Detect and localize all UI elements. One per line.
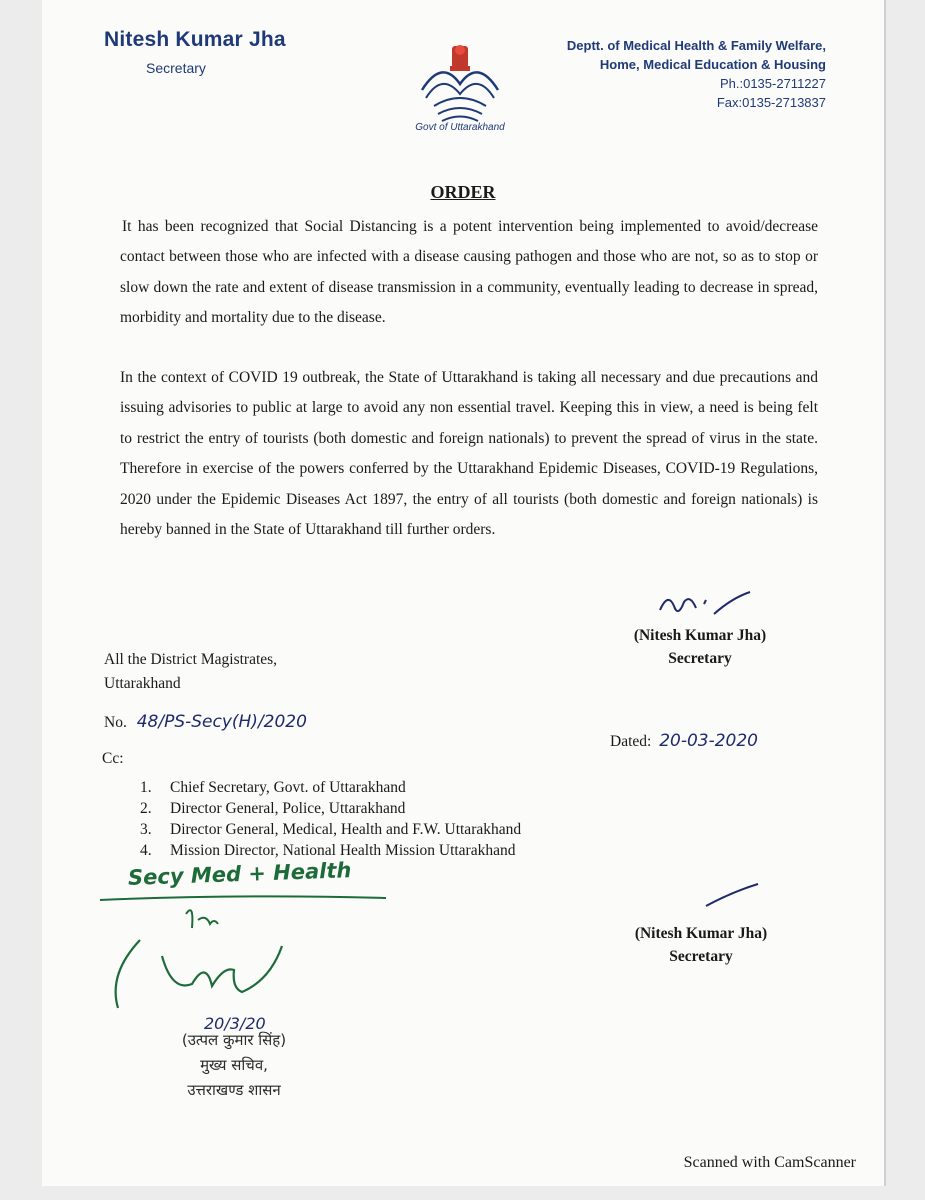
hindi-stamp-designation: मुख्य सचिव, [200,1056,268,1074]
signatory-title: Secretary [668,650,732,667]
fax-number: Fax:0135-2713837 [716,95,826,110]
handwritten-signature-mark [654,588,754,624]
dated-value: 20-03-2020 [659,731,758,751]
sender-name: Nitesh Kumar Jha [104,28,286,51]
logo-caption: Govt of Uttarakhand [415,122,505,133]
reference-prefix: No. [104,714,127,731]
dated-label: Dated: [610,733,652,750]
signature-block-1 [600,624,800,670]
reference-number [104,712,307,732]
list-item: 1. Chief Secretary, Govt. of Uttarakhand [140,779,406,796]
department-line-2: Home, Medical Education & Housing [599,57,826,72]
order-paragraph-1: It has been recognized that Social Distancing is a potent intervention being implemented to avoid/decrease contact between those who are infected with a disease causing pathogen and those who are not, so as to stop or slow down the rate and extent of disease transmission in a community, eventually leading to decrease in spread, morbidity and mortality due to the disease. [120,218,818,327]
department-block [567,36,826,112]
order-title: ORDER [430,182,496,202]
signatory-name: (Nitesh Kumar Jha) [634,925,768,942]
addressee [104,648,277,696]
handwritten-note: Secy Med + Health [127,858,352,890]
cc-list [140,777,521,861]
handwritten-date: 20/3/20 [204,1014,266,1033]
hindi-stamp [154,1028,314,1103]
document-page [42,0,886,1186]
signature-block-2 [598,922,804,968]
addressee-line-1: All the District Magistrates, [104,651,278,668]
hindi-stamp-name: (उत्पल कुमार सिंह) [181,1031,287,1049]
addressee-line-2: Uttarakhand [104,675,181,692]
handwritten-signature-mark-2 [702,880,762,910]
hindi-stamp-office: उत्तराखण्ड शासन [187,1081,281,1099]
order-paragraph-2: In the context of COVID 19 outbreak, the State of Uttarakhand is taking all necessary and due precautions and issuing advisories to public at large to avoid any non essential travel. Keeping this in view, a need is being felt to restrict the entry of tourists (both domestic and foreign nationals) to prevent the spread of virus in the state. Therefore in exercise of the powers conferred by the Uttarakhand Epidemic Diseases, COVID-19 Regulations, 2020 under the Epidemic Diseases Act 1897, the entry of all tourists (both domestic and foreign nationals) is hereby banned in the State of Uttarakhand till further orders. [120,369,818,539]
phone-number: Ph.:0135-2711227 [719,76,826,91]
cc-label: Cc: [102,750,124,767]
signatory-title: Secretary [669,948,733,965]
list-item: 4. Mission Director, National Health Mission Uttarakhand [140,842,516,859]
signatory-name: (Nitesh Kumar Jha) [633,627,767,644]
reference-value: 48/PS-Secy(H)/2020 [136,712,307,732]
list-item: 2. Director General, Police, Uttarakhand [140,800,406,817]
list-item: 3. Director General, Medical, Health and F.W. Uttarakhand [140,821,522,838]
dated-line [610,731,758,751]
scanner-watermark: Scanned with CamScanner [683,1154,856,1171]
sender-designation: Secretary [146,60,206,76]
handwritten-signature-green [102,900,352,1020]
department-line-1: Deptt. of Medical Health & Family Welfare, [566,38,826,53]
